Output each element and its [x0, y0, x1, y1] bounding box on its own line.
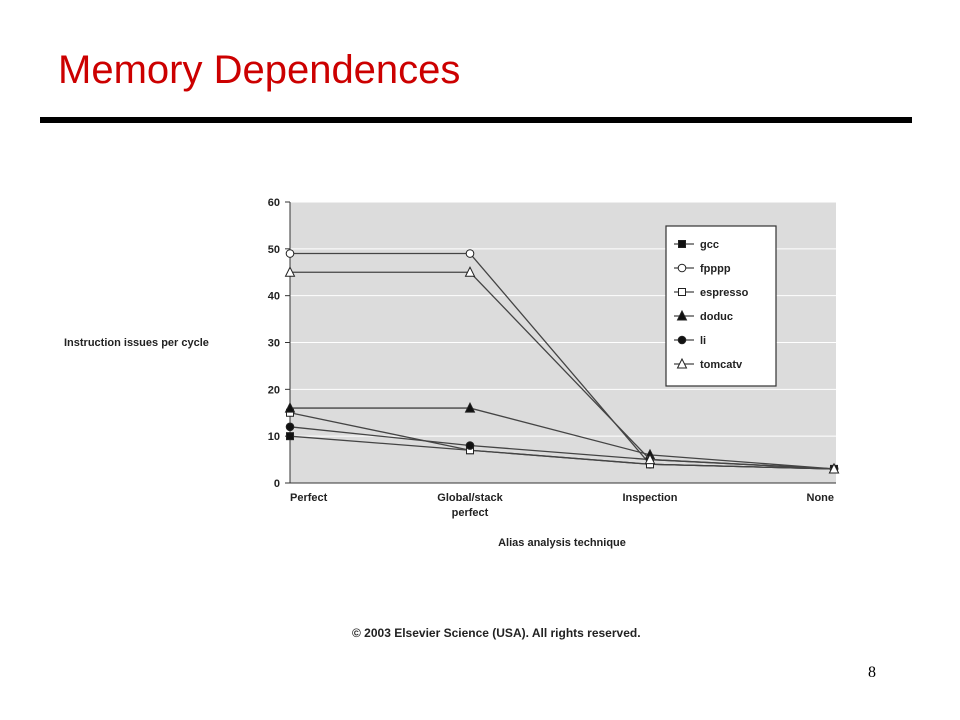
x-tick-label: Inspection	[622, 492, 678, 504]
y-tick-label: 60	[267, 197, 280, 209]
x-tick-label: Global/stack perfect	[437, 492, 503, 519]
copyright-notice: © 2003 Elsevier Science (USA). All rights reserved.	[352, 626, 641, 640]
legend-label: espresso	[700, 287, 749, 299]
y-tick-label: 40	[267, 290, 280, 303]
y-tick-label: 50	[267, 243, 280, 256]
y-tick-label: 30	[267, 337, 280, 350]
data-point	[679, 241, 686, 248]
x-tick-label: Perfect	[290, 492, 328, 504]
page-number: 8	[868, 664, 876, 681]
y-tick-label: 20	[267, 384, 280, 397]
data-point	[287, 433, 294, 440]
data-point	[678, 336, 686, 344]
data-point	[679, 289, 686, 296]
legend-label: li	[700, 335, 707, 347]
x-tick-label: None	[806, 492, 834, 504]
legend-label: tomcatv	[700, 359, 743, 371]
data-point	[286, 423, 294, 431]
y-tick-label: 0	[273, 478, 280, 490]
legend-label: doduc	[700, 311, 733, 323]
x-axis-label: Alias analysis technique	[498, 537, 626, 549]
data-point	[678, 264, 686, 272]
data-point	[466, 442, 474, 450]
legend	[666, 226, 776, 386]
y-axis-label: Instruction issues per cycle	[64, 337, 209, 349]
legend-label: fpppp	[700, 263, 731, 275]
data-point	[286, 250, 294, 258]
slide-title: Memory Dependences	[58, 48, 461, 92]
y-tick-label: 10	[267, 431, 280, 444]
legend-label: gcc	[700, 239, 719, 251]
data-point	[466, 250, 474, 258]
